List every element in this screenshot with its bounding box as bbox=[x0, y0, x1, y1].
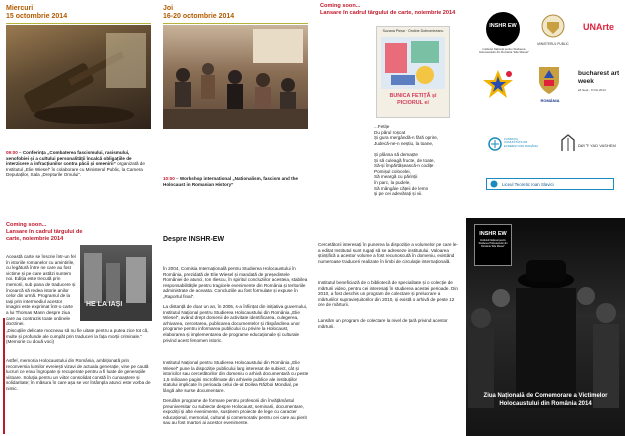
ministerul-public-crest bbox=[541, 14, 565, 40]
coming-soon: Coming soon... bbox=[320, 3, 361, 9]
event-description: 10:00 – Workshop international „Nationalism, fascism and the Holocaust in Romanian History” bbox=[163, 176, 298, 187]
about-para-2: La distanță de doar un an, în 2005, s-a înființat din inițiativa guvernului, Institutul Național pentru Studierea Holocaustului din România „Elie Wiesel”, având drept domenii de activitate identificarea, culegerea, arhivarea, cercetarea, publicarea documentelor și răspândirea unor programe pentru informarea publicului cu privire la Holocaust, elaborarea și implementarea de programe educaționale și culturale privind acest fenomen istoric. bbox=[163, 304, 308, 343]
divider bbox=[163, 23, 308, 24]
ministerul-public-label: MINISTERUL PUBLIC bbox=[537, 42, 569, 46]
yad-vashem-mark bbox=[560, 134, 576, 152]
logo-subtitle: Institutul Național pentru Studierea Holocaustului din România "Elie Wiesel" bbox=[479, 47, 529, 55]
panel-book-launch bbox=[314, 0, 464, 218]
book-title: BUNICA FETIȚĂ și PICIORUL ei bbox=[389, 93, 437, 106]
yad-vashem-label: יד ושם YAD VASHEM bbox=[578, 143, 616, 148]
archive-para-1: Cercetătorii interesați în punerea la dispoziție a volumelor pe care le-a editat Institutul sunt rugați să se adreseze institutului. Valoarea științifică a acestor volume a fost recunoscută în domeniu, existând numeroase traduceri realizate în limbi de circulație internațională. bbox=[318, 242, 458, 264]
panel-book-memory bbox=[0, 218, 155, 436]
launch-text: Lansare în cadrul târgului de carte, noiembrie 2014 bbox=[6, 229, 83, 242]
logo-subtitle: Institutul Național pentru Studierea Holocaustului din România "Elie Wiesel" bbox=[478, 239, 508, 248]
poem: ...Fetițe Du părul roșcat Și gura mergândă-n fără oprire, Judecă-ne-n neștiu, la toane, Și plânsa să demaște Și să culeagă fructe, de toate, Să-și împărtășească-n codițe Pomișul colocelei, Să meargă cu părinții în parc, la pudele, Să mângâie cățeii de lemn și pe cei adevărați și vii. bbox=[374, 124, 439, 197]
red-border-bracket bbox=[3, 318, 5, 434]
panel-archives bbox=[314, 218, 464, 436]
cover-title: Ziua Națională de Comemorare a Victimelor Holocaustului din România 2014 bbox=[483, 393, 608, 407]
book-cover bbox=[376, 26, 450, 118]
logo-name: INSHR EW bbox=[489, 23, 517, 29]
unarte-logo: UNArte bbox=[583, 22, 615, 32]
about-heading: Despre INSHR-EW bbox=[163, 236, 225, 243]
workshop-photo bbox=[163, 25, 308, 129]
book-illustration bbox=[381, 37, 445, 89]
memory-photo bbox=[80, 245, 152, 321]
quote-text: „Discuțiile delicate mocneau să nu fie uitate pentru a putea zice tot că, multe și profunde ale cumpăt prin traduceri la fața morții criminale.” bbox=[6, 328, 149, 339]
divider bbox=[6, 23, 151, 24]
date-full: 15 octombrie 2014 bbox=[6, 13, 68, 20]
panel-cover bbox=[466, 218, 625, 436]
romania-crest bbox=[536, 64, 562, 96]
panel-about bbox=[157, 218, 312, 436]
book-authors: Suzana Pleșa · Ondine Dobromireanu bbox=[382, 29, 444, 33]
about-para-1: În 2004, Comisia Internațională pentru Studierea Holocaustului în România, prezidată de Elie Wiesel și mandată de președintele României de atunci, Ion Iliescu, în spiritul concluziilor acesteia, stabilea responsabilitățile pentru tragicele evenimente din România și teritoriile administrate de aceasta. Concluziile au fost formulate și expuse în „Raportul final”. bbox=[163, 266, 308, 299]
photo-caption: HE LA IAȘI bbox=[86, 301, 123, 308]
launch-text: Lansare în cadrul târgului de carte, noiembrie 2014 bbox=[320, 10, 456, 16]
inshr-logo bbox=[486, 12, 520, 46]
baw-dates: 24 Sept - 9 Oct 2014 bbox=[578, 88, 606, 92]
coming-soon: Coming soon... bbox=[6, 222, 47, 228]
quote-ref: (Memorie cu două voci) bbox=[6, 339, 54, 345]
gavel-photo bbox=[6, 25, 151, 129]
intro-text: Această carte se înscrie într-un fel în istoriile romanelor cu amintirile, cu legătură între ne care au fost victime și pe care astăzi suntem noi. Ediția este trecută prin memorii, sub pana de traducere și încearcă să redea istorie anilor celor din urmă. Programul de la Iași prin intermediul acestor imagini este exprimat într-o carte a lui Thomas Mann despre ziua care au contrazis toate ordinele doctrinei. bbox=[6, 254, 76, 327]
star-logo bbox=[482, 68, 514, 100]
time: 10:00 bbox=[163, 176, 175, 181]
crowd-illustration bbox=[466, 258, 625, 408]
event-title: Workshop international „Nationalism, fascism and the Holocaust in Romanian History” bbox=[163, 176, 298, 187]
event-title: Conferința „Combaterea fascismului, rasismului, xenofobiei și a cultului personalității încalcă obligațiile de interzicere a infracțiunilor contra păcii și omenirii” bbox=[6, 150, 132, 167]
panel-event-15-oct bbox=[0, 0, 155, 218]
organizer-intro: organizată de Institutul „Elie Wiesel” în colaborare cu Ministerul Public, bbox=[6, 161, 145, 172]
body-text: Astfel, memoria Holocaustului din România, ambiționată prin reconversia lumilor evreiești vizavi de actuala generație, vine pe caută lucruri ce erau îngropate și recuperate pentru a fi luate de generațiile viitoare. Soluția pentru un viitor consolidat constă în cunoaștere și solidaritate; în măsura în care așa se vor întâmpla atunci este vorba de nimic. bbox=[6, 358, 151, 391]
date-day: Joi bbox=[163, 5, 174, 12]
time: 09:00 bbox=[6, 150, 18, 155]
liceul-logo bbox=[486, 178, 614, 190]
panel-partners bbox=[466, 0, 625, 218]
inshr-logo bbox=[474, 224, 512, 266]
liceul-label: Liceul Teoretic Ioan Slavici bbox=[502, 181, 554, 187]
bucharest-art-week-logo: bucharest art week bbox=[578, 70, 620, 85]
logo-name: INSHR EW bbox=[479, 231, 507, 237]
about-para-4: Derulăm programe de formare pentru profesorii din învățământul preuniversitar cu subiecte despre Holocaust, seminarii, documentare, expoziții și alte evenimente, susținem proiecte de lege cu caracter educațional, memorial, cultural și comemorativ pentru cei care au pierit sau au fost martori ai acestor evenimente. bbox=[163, 398, 307, 426]
romania-label: ROMÂNIA bbox=[540, 98, 560, 103]
date-day: Miercuri bbox=[6, 5, 34, 12]
panel-event-16-20-oct bbox=[157, 0, 312, 218]
about-para-3: Institutul Național pentru Studierea Holocaustului din România „Elie Wiesel” pune la dispoziție publicului larg interesat de subiect, cât și istoricilor sau cercetătorilor din domeniu o arhivă documentară cu peste 1,5 milioane pagini microfilmate din arhivele publice ale instituțiilor statului implicate în perioada celui de-al Doilea Război Mondial, pe lângă alte surse documentare. bbox=[163, 360, 309, 393]
archive-para-3: Lansăm un program de colectare la nivel de țară privind acestor mărturii. bbox=[318, 318, 448, 329]
location: la Camera Deputaților, Sala „Drepturile Omului”. bbox=[6, 166, 143, 178]
event-description: 09:00 – Conferința „Combaterea fascismului, rasismului, xenofobiei și a cultului personalității încalcă obligațiile de interzicere a infracțiunilor contra păcii și omenirii” organizată de Institutul „Elie Wiesel” în colaborare cu Ministerul Public, la Camera Deputaților, Sala „Drepturile Omului”. bbox=[6, 150, 145, 178]
date-full: 16-20 octombrie 2014 bbox=[163, 13, 235, 20]
archive-para-2: Institutul beneficiază de o bibliotecă de specialitate și o colecție de mărturii video, pentru cei interesați în studierea acestei perioade. Din 2010, a fost deschis un program de colectare și prelucrare a mărturiilor supraviețuitorilor din 2010, și există o arhivă de peste 12 ore de mărturii. bbox=[318, 280, 458, 308]
quote bbox=[6, 328, 152, 345]
fundatia-label: FUNDAȚIA COMUNITĂȚILOR EVREIEȘTI DIN ROMÂNIA bbox=[504, 137, 539, 148]
fundatia-logo-mark bbox=[488, 137, 502, 151]
